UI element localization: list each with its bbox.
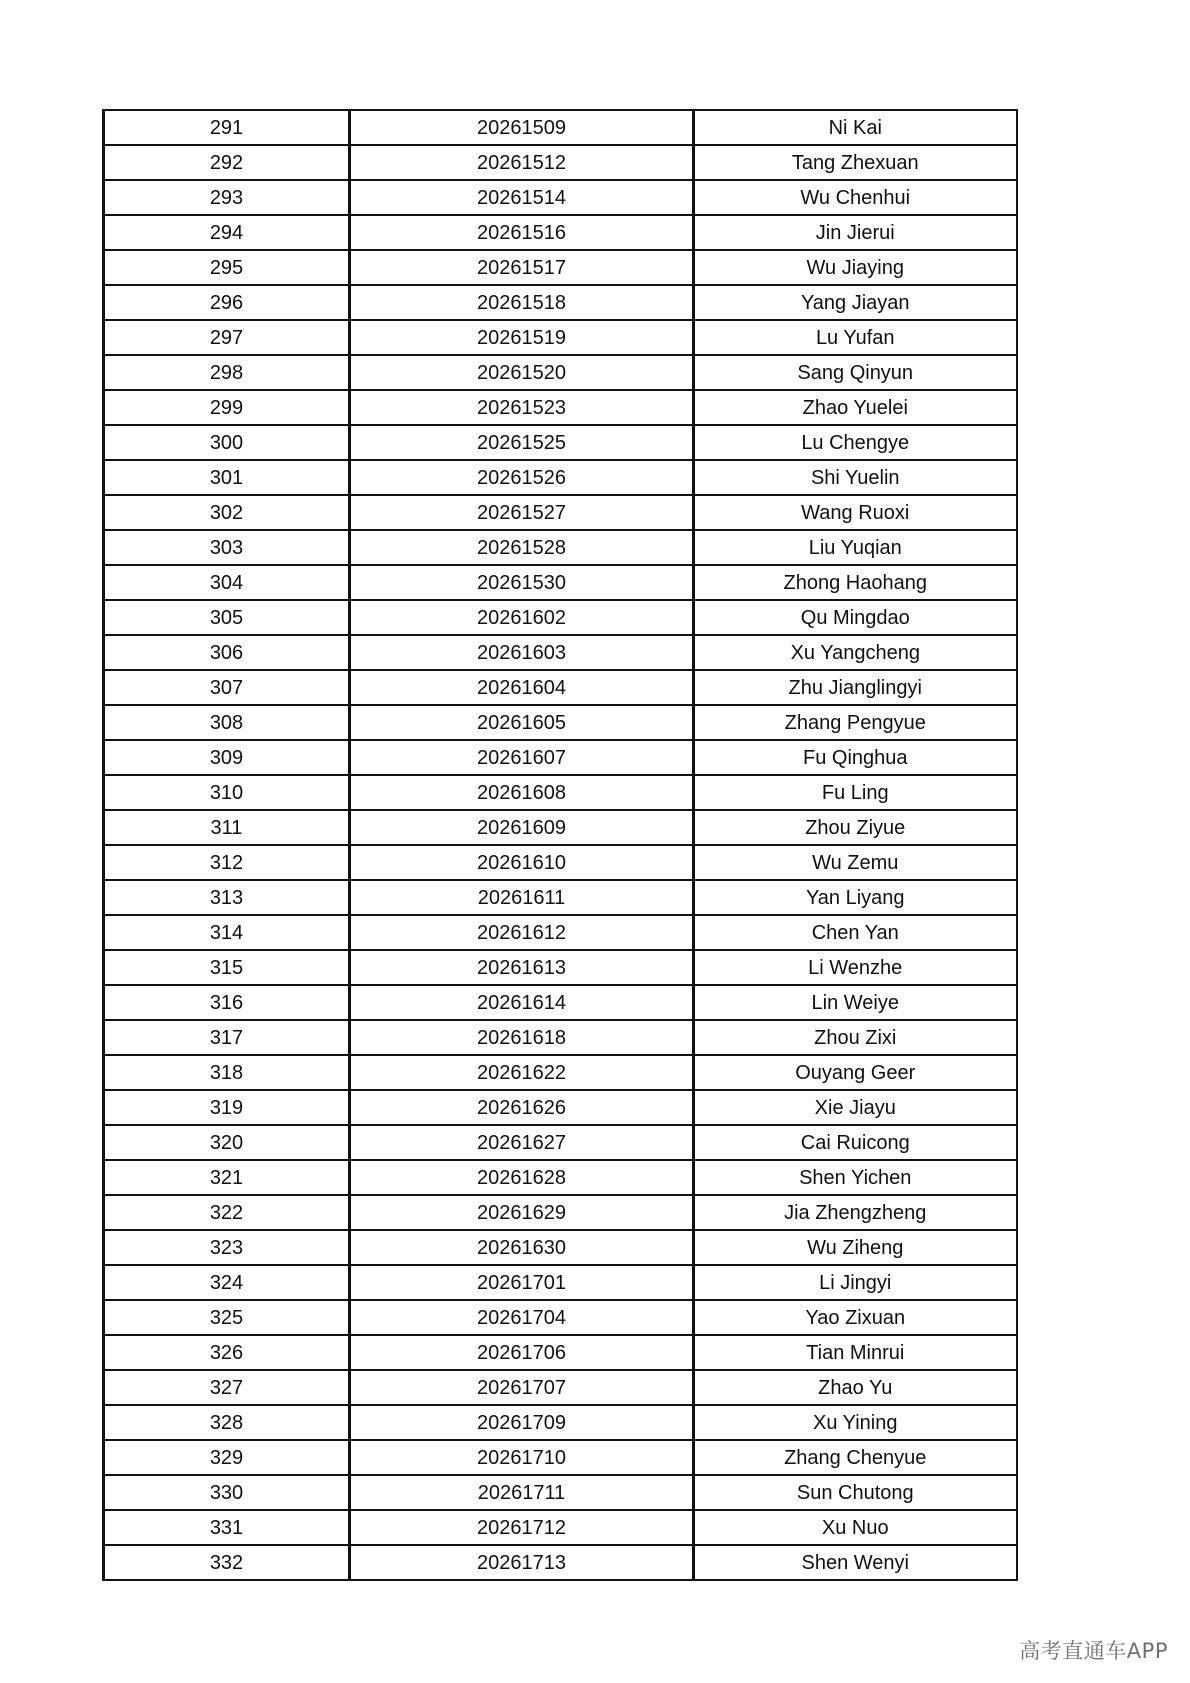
row-number-cell: 291 [104, 110, 350, 145]
name-cell: Lin Weiye [694, 985, 1017, 1020]
name-cell: Sun Chutong [694, 1475, 1017, 1510]
table-row [104, 1510, 1017, 1545]
name-cell: Xu Nuo [694, 1510, 1017, 1545]
table-row [104, 880, 1017, 915]
name-cell: Chen Yan [694, 915, 1017, 950]
name-cell: Ouyang Geer [694, 1055, 1017, 1090]
row-number-cell: 312 [104, 845, 350, 880]
exam-number-cell: 20261627 [350, 1125, 694, 1160]
name-cell: Li Wenzhe [694, 950, 1017, 985]
row-number-cell: 314 [104, 915, 350, 950]
table-row [104, 1195, 1017, 1230]
exam-number-cell: 20261701 [350, 1265, 694, 1300]
exam-number-cell: 20261709 [350, 1405, 694, 1440]
name-cell: Yan Liyang [694, 880, 1017, 915]
exam-number-cell: 20261602 [350, 600, 694, 635]
name-cell: Jia Zhengzheng [694, 1195, 1017, 1230]
table-row [104, 1335, 1017, 1370]
name-cell: Xu Yangcheng [694, 635, 1017, 670]
row-number-cell: 323 [104, 1230, 350, 1265]
exam-number-cell: 20261523 [350, 390, 694, 425]
row-number-cell: 306 [104, 635, 350, 670]
row-number-cell: 293 [104, 180, 350, 215]
row-number-cell: 322 [104, 1195, 350, 1230]
row-number-cell: 318 [104, 1055, 350, 1090]
table-row [104, 1405, 1017, 1440]
name-cell: Lu Chengye [694, 425, 1017, 460]
name-cell: Shi Yuelin [694, 460, 1017, 495]
row-number-cell: 304 [104, 565, 350, 600]
exam-number-cell: 20261622 [350, 1055, 694, 1090]
table-row [104, 1055, 1017, 1090]
row-number-cell: 315 [104, 950, 350, 985]
table-row [104, 460, 1017, 495]
exam-number-cell: 20261607 [350, 740, 694, 775]
exam-number-cell: 20261707 [350, 1370, 694, 1405]
row-number-cell: 297 [104, 320, 350, 355]
table-row [104, 1230, 1017, 1265]
exam-number-cell: 20261612 [350, 915, 694, 950]
table-row [104, 985, 1017, 1020]
row-number-cell: 308 [104, 705, 350, 740]
name-cell: Xu Yining [694, 1405, 1017, 1440]
name-cell: Yang Jiayan [694, 285, 1017, 320]
table-row [104, 1090, 1017, 1125]
row-number-cell: 302 [104, 495, 350, 530]
exam-number-cell: 20261710 [350, 1440, 694, 1475]
exam-number-cell: 20261526 [350, 460, 694, 495]
row-number-cell: 326 [104, 1335, 350, 1370]
name-cell: Qu Mingdao [694, 600, 1017, 635]
row-number-cell: 303 [104, 530, 350, 565]
exam-number-cell: 20261604 [350, 670, 694, 705]
exam-number-cell: 20261613 [350, 950, 694, 985]
row-number-cell: 319 [104, 1090, 350, 1125]
table-row [104, 915, 1017, 950]
name-cell: Cai Ruicong [694, 1125, 1017, 1160]
name-cell: Fu Qinghua [694, 740, 1017, 775]
exam-number-cell: 20261518 [350, 285, 694, 320]
exam-number-cell: 20261626 [350, 1090, 694, 1125]
name-cell: Tang Zhexuan [694, 145, 1017, 180]
row-number-cell: 328 [104, 1405, 350, 1440]
row-number-cell: 329 [104, 1440, 350, 1475]
name-cell: Tian Minrui [694, 1335, 1017, 1370]
row-number-cell: 316 [104, 985, 350, 1020]
row-number-cell: 309 [104, 740, 350, 775]
row-number-cell: 317 [104, 1020, 350, 1055]
watermark: 高考直通车APP [1019, 1639, 1168, 1663]
name-cell: Liu Yuqian [694, 530, 1017, 565]
table-row [104, 1160, 1017, 1195]
table-row [104, 600, 1017, 635]
row-number-cell: 313 [104, 880, 350, 915]
table-row [104, 740, 1017, 775]
table-row [104, 1265, 1017, 1300]
exam-number-cell: 20261603 [350, 635, 694, 670]
exam-number-cell: 20261618 [350, 1020, 694, 1055]
exam-number-cell: 20261711 [350, 1475, 694, 1510]
row-number-cell: 295 [104, 250, 350, 285]
name-cell: Wu Chenhui [694, 180, 1017, 215]
exam-number-cell: 20261519 [350, 320, 694, 355]
roster-table [102, 109, 1018, 1581]
name-cell: Wang Ruoxi [694, 495, 1017, 530]
row-number-cell: 324 [104, 1265, 350, 1300]
row-number-cell: 307 [104, 670, 350, 705]
exam-number-cell: 20261704 [350, 1300, 694, 1335]
table-row [104, 355, 1017, 390]
table-row [104, 1125, 1017, 1160]
table-row [104, 285, 1017, 320]
table-row [104, 1300, 1017, 1335]
name-cell: Zhong Haohang [694, 565, 1017, 600]
row-number-cell: 296 [104, 285, 350, 320]
name-cell: Sang Qinyun [694, 355, 1017, 390]
name-cell: Xie Jiayu [694, 1090, 1017, 1125]
name-cell: Lu Yufan [694, 320, 1017, 355]
exam-number-cell: 20261509 [350, 110, 694, 145]
table-row [104, 810, 1017, 845]
name-cell: Jin Jierui [694, 215, 1017, 250]
exam-number-cell: 20261605 [350, 705, 694, 740]
table-row [104, 950, 1017, 985]
row-number-cell: 330 [104, 1475, 350, 1510]
row-number-cell: 301 [104, 460, 350, 495]
name-cell: Wu Jiaying [694, 250, 1017, 285]
name-cell: Shen Wenyi [694, 1545, 1017, 1580]
table-row [104, 110, 1017, 145]
name-cell: Zhao Yuelei [694, 390, 1017, 425]
table-row [104, 705, 1017, 740]
exam-number-cell: 20261530 [350, 565, 694, 600]
exam-number-cell: 20261527 [350, 495, 694, 530]
table-row [104, 775, 1017, 810]
exam-number-cell: 20261629 [350, 1195, 694, 1230]
exam-number-cell: 20261525 [350, 425, 694, 460]
table-row [104, 390, 1017, 425]
exam-number-cell: 20261520 [350, 355, 694, 390]
table-row [104, 425, 1017, 460]
name-cell: Ni Kai [694, 110, 1017, 145]
exam-number-cell: 20261706 [350, 1335, 694, 1370]
table-row [104, 250, 1017, 285]
table-row [104, 565, 1017, 600]
exam-number-cell: 20261610 [350, 845, 694, 880]
name-cell: Wu Zemu [694, 845, 1017, 880]
exam-number-cell: 20261608 [350, 775, 694, 810]
name-cell: Zhao Yu [694, 1370, 1017, 1405]
roster-body [104, 110, 1017, 1580]
table-row [104, 1545, 1017, 1580]
exam-number-cell: 20261514 [350, 180, 694, 215]
row-number-cell: 321 [104, 1160, 350, 1195]
exam-number-cell: 20261517 [350, 250, 694, 285]
exam-number-cell: 20261516 [350, 215, 694, 250]
exam-number-cell: 20261628 [350, 1160, 694, 1195]
name-cell: Zhang Chenyue [694, 1440, 1017, 1475]
row-number-cell: 325 [104, 1300, 350, 1335]
table-row [104, 1475, 1017, 1510]
exam-number-cell: 20261611 [350, 880, 694, 915]
name-cell: Zhou Zixi [694, 1020, 1017, 1055]
name-cell: Fu Ling [694, 775, 1017, 810]
row-number-cell: 310 [104, 775, 350, 810]
row-number-cell: 331 [104, 1510, 350, 1545]
name-cell: Yao Zixuan [694, 1300, 1017, 1335]
table-row [104, 145, 1017, 180]
table-row [104, 320, 1017, 355]
row-number-cell: 300 [104, 425, 350, 460]
table-row [104, 180, 1017, 215]
table-row [104, 1440, 1017, 1475]
table-row [104, 1020, 1017, 1055]
table-row [104, 635, 1017, 670]
exam-number-cell: 20261712 [350, 1510, 694, 1545]
name-cell: Shen Yichen [694, 1160, 1017, 1195]
name-cell: Wu Ziheng [694, 1230, 1017, 1265]
table-row [104, 215, 1017, 250]
table-row [104, 495, 1017, 530]
row-number-cell: 332 [104, 1545, 350, 1580]
row-number-cell: 305 [104, 600, 350, 635]
row-number-cell: 292 [104, 145, 350, 180]
table-row [104, 845, 1017, 880]
table-row [104, 1370, 1017, 1405]
table-row [104, 530, 1017, 565]
exam-number-cell: 20261528 [350, 530, 694, 565]
exam-number-cell: 20261713 [350, 1545, 694, 1580]
exam-number-cell: 20261614 [350, 985, 694, 1020]
name-cell: Zhou Ziyue [694, 810, 1017, 845]
name-cell: Zhang Pengyue [694, 705, 1017, 740]
exam-number-cell: 20261609 [350, 810, 694, 845]
row-number-cell: 299 [104, 390, 350, 425]
exam-number-cell: 20261630 [350, 1230, 694, 1265]
exam-number-cell: 20261512 [350, 145, 694, 180]
row-number-cell: 327 [104, 1370, 350, 1405]
table-row [104, 670, 1017, 705]
name-cell: Li Jingyi [694, 1265, 1017, 1300]
row-number-cell: 298 [104, 355, 350, 390]
row-number-cell: 320 [104, 1125, 350, 1160]
row-number-cell: 311 [104, 810, 350, 845]
row-number-cell: 294 [104, 215, 350, 250]
name-cell: Zhu Jianglingyi [694, 670, 1017, 705]
